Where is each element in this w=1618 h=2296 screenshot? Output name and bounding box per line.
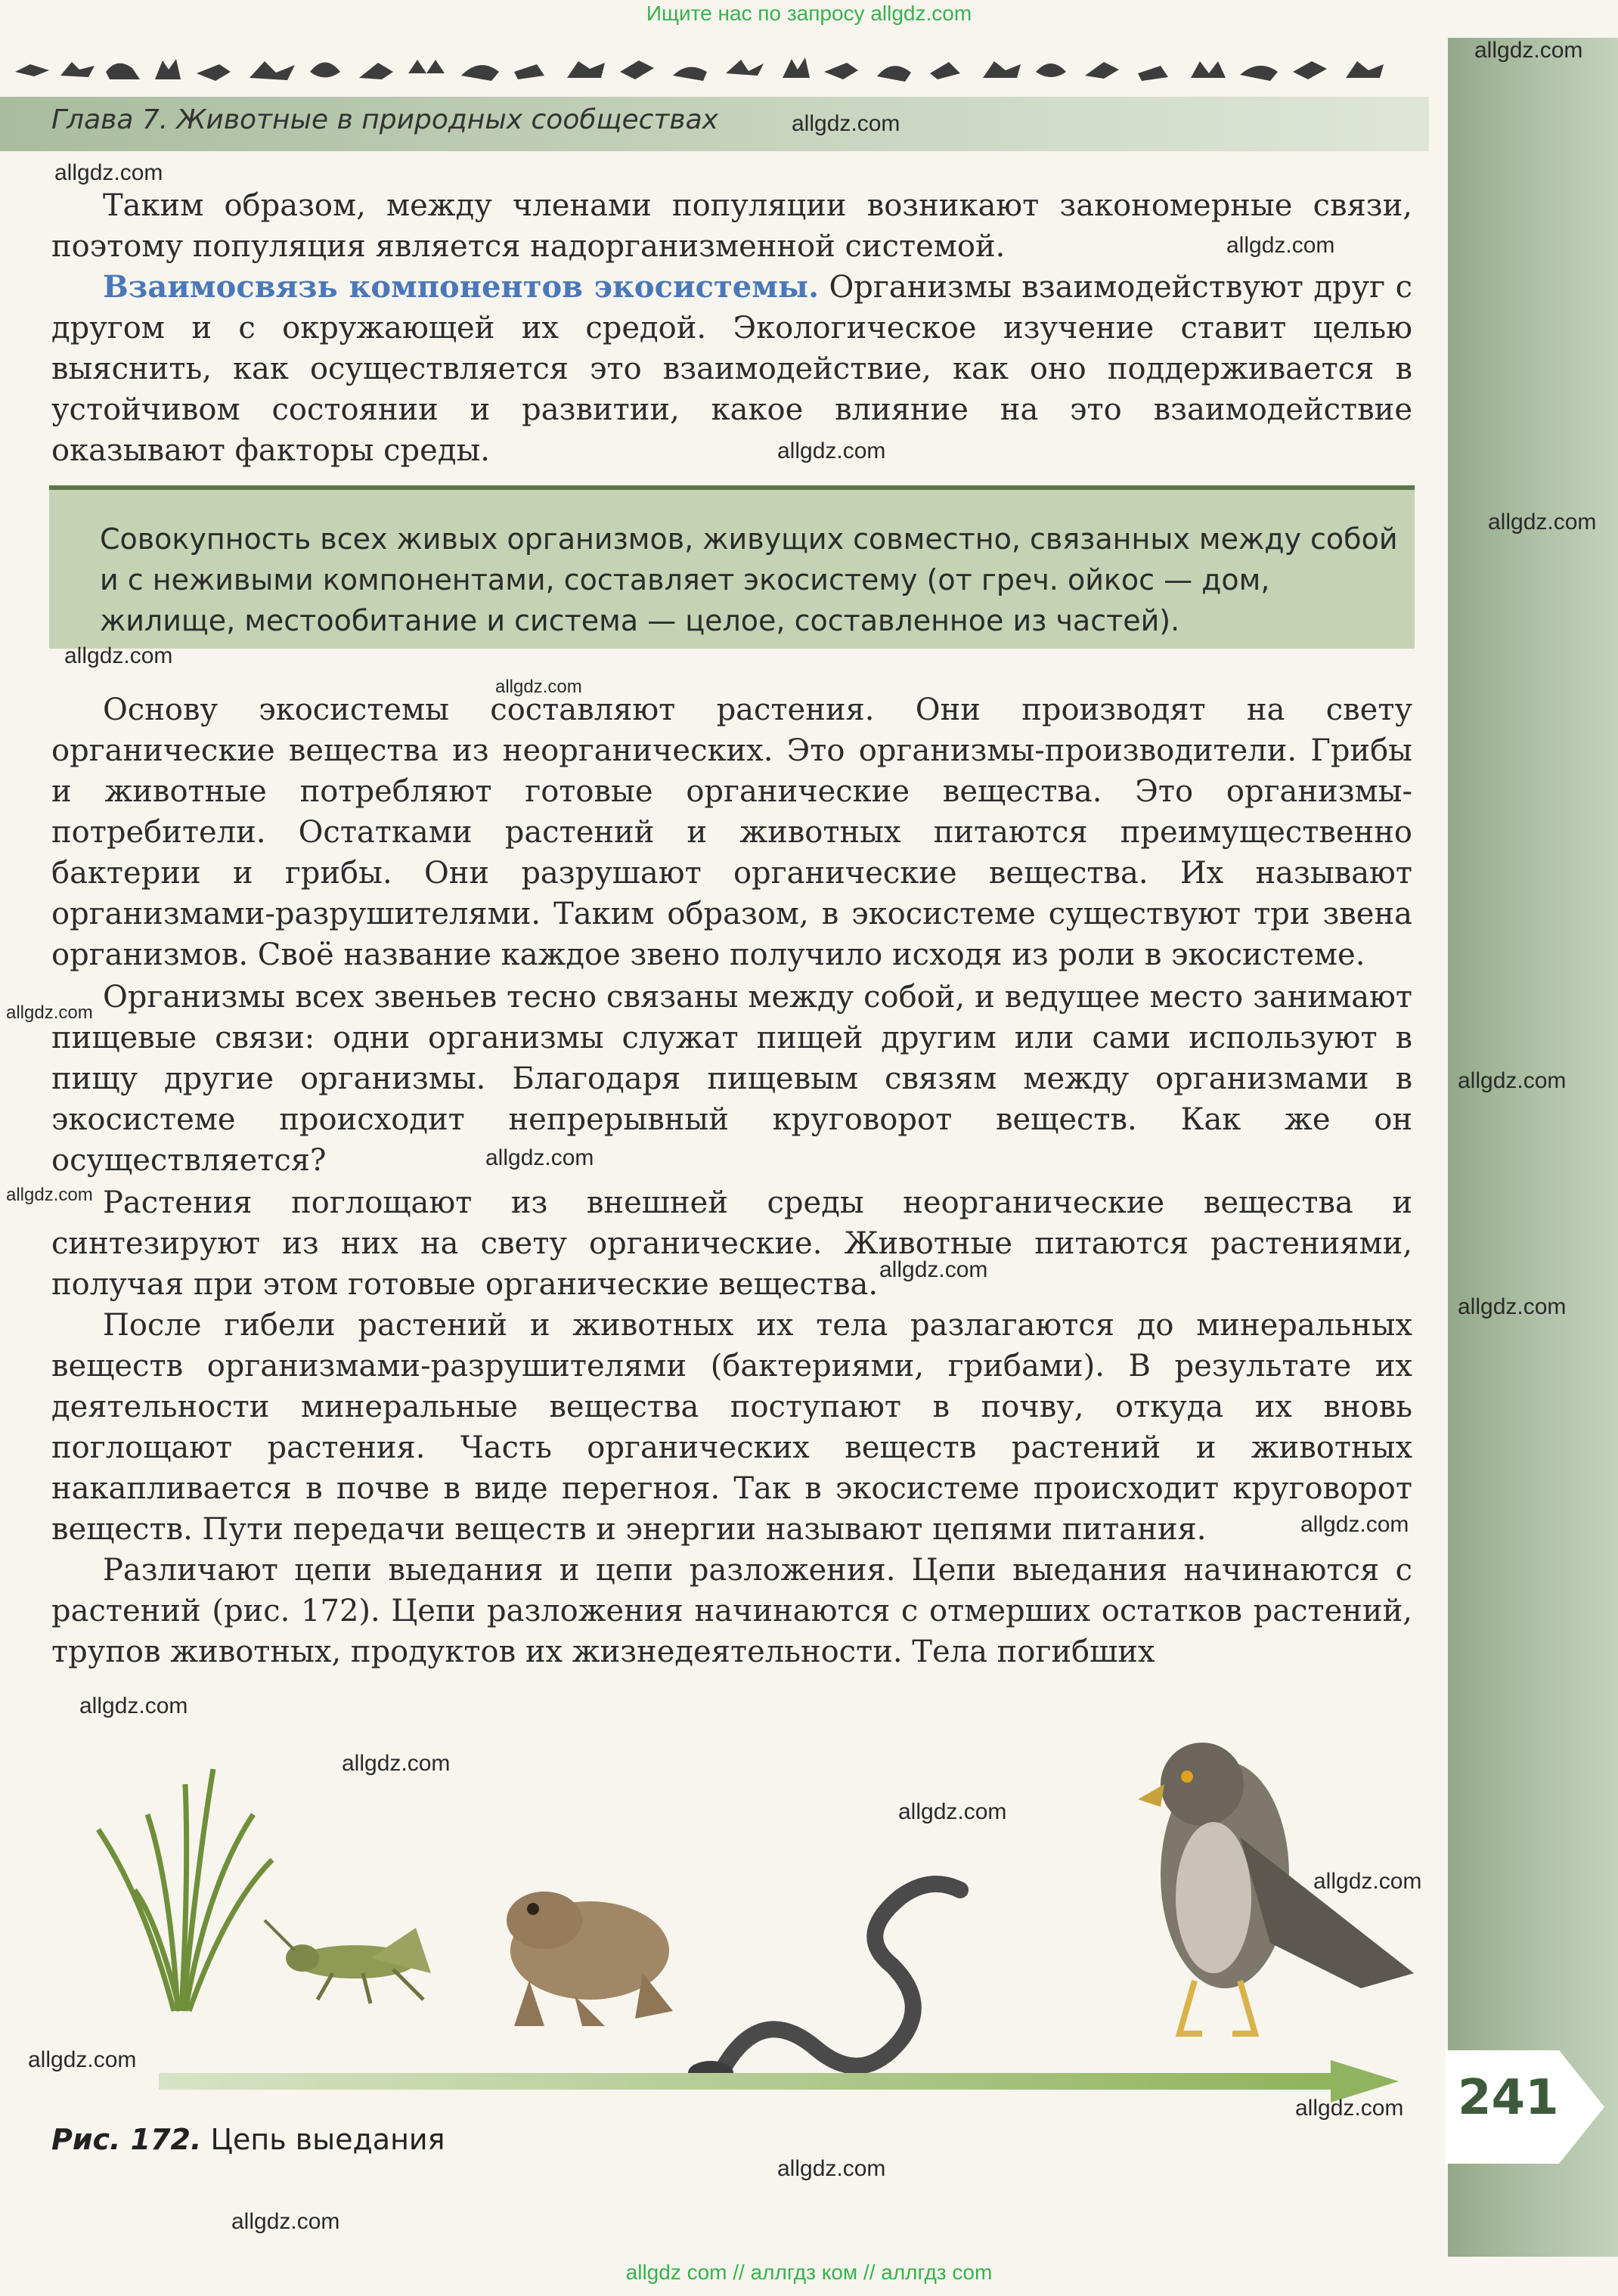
watermark[interactable]: allgdz.com: [777, 438, 886, 463]
watermark[interactable]: allgdz.com: [1474, 38, 1583, 63]
paragraph-3: [51, 689, 1412, 975]
paragraph-7: [51, 1550, 1412, 1672]
grass-illustration: [98, 1769, 272, 2011]
paragraph-3-text: Основу экосистемы составляют растения. Они производят на свету органические вещества из неорганических. Это организмы-производители. Грибы и животные потребляют готовые органические вещества. Это организмы-потребители. Остатками растений и животных питаются преимущественно бактерии и грибы. Они разрушают органические вещества. Их называют организмами-разрушителями. Таким образом, в экосистеме существуют три звена организмов. Своё название каждое звено получило исходя из роли в экосистеме.: [51, 693, 1412, 972]
watermark[interactable]: allgdz.com: [6, 1002, 93, 1023]
paragraph-5-text: Растения поглощают из внешней среды неорганические вещества и синтезируют из них на свету органические. Животные питаются растениями, получая при этом готовые органические вещества.: [51, 1185, 1412, 1302]
watermark[interactable]: allgdz.com: [1295, 2096, 1404, 2121]
paragraph-7-text: Различают цепи выедания и цепи разложения. Цепи выедания начинаются с растений (рис. 172). Цепи разложения начинаются с отмерших остатков растений, трупов животных, продуктов их жизнедеятельности. Тела погибших: [51, 1553, 1412, 1669]
paragraph-1-text: Таким образом, между членами популяции возникают закономерные связи, поэтому популяция является надорганизменной системой.: [51, 188, 1412, 264]
paragraph-6: [51, 1305, 1412, 1550]
paragraph-1: [51, 185, 1412, 267]
watermark[interactable]: allgdz.com: [1458, 1294, 1567, 1319]
paragraph-2-text: Организмы взаимодействуют друг с другом и с окружающей их средой. Экологическое изучение ставит целью выяснить, как осуществляется это взаимодействие, как оно поддерживается в устойчивом состоянии и развитии, какое влияние на это взаимодействие оказывают факторы среды.: [51, 270, 1412, 468]
watermark[interactable]: allgdz.com: [1313, 1869, 1422, 1894]
watermark[interactable]: allgdz.com: [792, 111, 900, 136]
watermark[interactable]: allgdz.com: [231, 2209, 340, 2234]
watermark[interactable]: allgdz.com: [495, 677, 582, 697]
figure-caption: [51, 2123, 445, 2156]
grasshopper-illustration: [265, 1920, 431, 2003]
watermark[interactable]: allgdz.com: [777, 2156, 886, 2181]
paragraph-5: [51, 1182, 1412, 1305]
watermark[interactable]: allgdz.com: [898, 1799, 1007, 1824]
paragraph-2: [51, 267, 1412, 471]
paragraph-4: [51, 977, 1412, 1181]
watermark[interactable]: allgdz.com: [1488, 510, 1597, 534]
chapter-title: Глава 7. Животные в природных сообществах: [51, 104, 718, 135]
watermark[interactable]: allgdz.com: [6, 1185, 93, 1205]
watermark[interactable]: allgdz.com: [1458, 1068, 1567, 1093]
watermark[interactable]: allgdz.com: [342, 1751, 451, 1776]
watermark[interactable]: allgdz.com: [54, 160, 163, 185]
snake-illustration: [726, 1884, 960, 2066]
bottom-links[interactable]: allgdz com // аллгдз ком // аллгдз com: [625, 2260, 993, 2284]
chain-arrow-shaft: [159, 2073, 1338, 2090]
caption-label: Рис. 172.: [51, 2123, 202, 2156]
top-search-hint[interactable]: Ищите нас по запросу allgdz.com: [646, 2, 972, 25]
paragraph-4-text: Организмы всех звеньев тесно связаны между собой, и ведущее место занимают пищевые связи: одни организмы служат пищей другим или сами используют в пищу другие организмы. Благодаря пищевым связям между организмами в экосистеме происходит непрерывный круговорот веществ. Как же он осуществляется?: [51, 980, 1412, 1178]
page-number: 241: [1458, 2070, 1559, 2126]
animal-silhouette-band: [8, 49, 1437, 91]
paragraph-6-text: После гибели растений и животных их тела разлагаются до минеральных веществ организмами-разрушителями (бактериями, грибами). В результате их деятельности минеральные вещества поступают в почву, откуда их вновь поглощают растения. Часть органических веществ растений и животных накапливается в почве в виде перегноя. Так в экосистеме происходит круговорот веществ. Пути передачи веществ и энергии называют цепями питания.: [51, 1308, 1412, 1547]
caption-text: Цепь выедания: [210, 2123, 445, 2156]
toad-illustration: [507, 1892, 673, 2026]
watermark[interactable]: allgdz.com: [64, 643, 173, 668]
food-chain-illustration: [45, 1724, 1444, 2117]
definition-text: Совокупность всех живых организмов, живущих совместно, связанных между собой и с неживыми компонентами, составляет экосистему (от греч. ойкос — дом, жилище, местообитание и система — целое, составленное из частей).: [100, 522, 1398, 637]
watermark[interactable]: allgdz.com: [1300, 1512, 1409, 1537]
watermark[interactable]: allgdz.com: [879, 1257, 988, 1282]
right-margin-strip: [1448, 38, 1618, 2257]
watermark[interactable]: allgdz.com: [79, 1693, 188, 1718]
watermark[interactable]: allgdz.com: [1226, 233, 1335, 258]
section-heading: Взаимосвязь компонентов экосистемы.: [103, 269, 819, 305]
watermark[interactable]: allgdz.com: [485, 1145, 594, 1170]
watermark[interactable]: allgdz.com: [28, 2047, 137, 2072]
